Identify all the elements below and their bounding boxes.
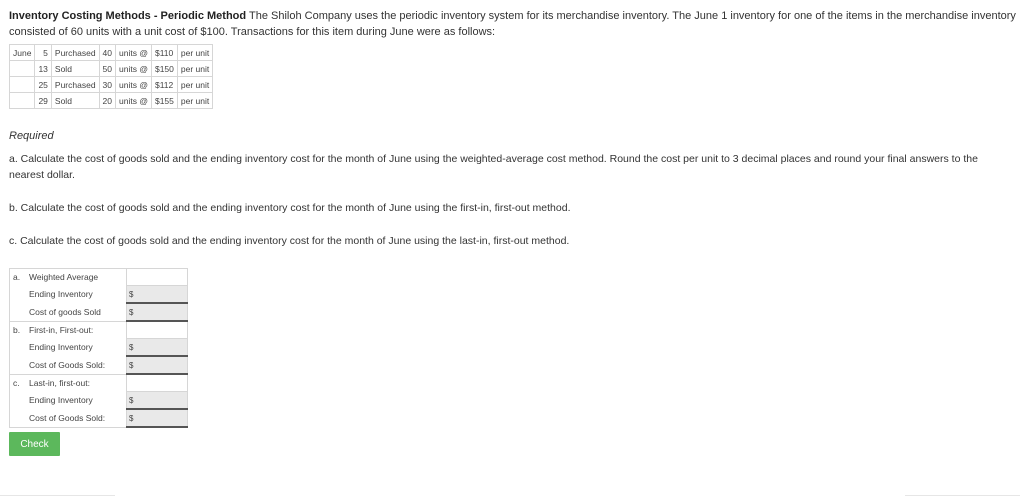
per-cell: per unit bbox=[177, 45, 212, 61]
question-b: b. Calculate the cost of goods sold and the ending inventory cost for the month of June using the first-in, first-out method. bbox=[9, 202, 571, 214]
day-cell: 13 bbox=[35, 61, 51, 77]
day-cell: 29 bbox=[35, 93, 51, 109]
answer-row bbox=[10, 339, 188, 357]
table-row bbox=[10, 61, 213, 77]
type-cell: Purchased bbox=[51, 45, 99, 61]
per-cell: per unit bbox=[177, 77, 212, 93]
wa-cogs-input[interactable] bbox=[135, 307, 175, 317]
units-cell: 20 bbox=[99, 93, 115, 109]
month-cell bbox=[10, 93, 35, 109]
blank-cell bbox=[127, 321, 188, 339]
units-cell: 50 bbox=[99, 61, 115, 77]
fifo-ending-inventory-input[interactable] bbox=[135, 342, 175, 352]
price-cell: $110 bbox=[151, 45, 177, 61]
day-cell: 25 bbox=[35, 77, 51, 93]
per-cell: per unit bbox=[177, 93, 212, 109]
section-heading: Weighted Average bbox=[26, 269, 127, 286]
row-label: Ending Inventory bbox=[26, 392, 127, 410]
answer-row bbox=[10, 286, 188, 304]
section-letter: a. bbox=[10, 269, 27, 286]
answer-section-header bbox=[10, 374, 188, 392]
lifo-ending-inventory-input[interactable] bbox=[135, 395, 175, 405]
wa-ending-inventory-input[interactable] bbox=[135, 289, 175, 299]
question-a: a. Calculate the cost of goods sold and the ending inventory cost for the month of June using the weighted-average cost method. Round the cost per unit to 3 decimal places and round your final answers to the nearest dollar. bbox=[9, 153, 978, 181]
price-cell: $150 bbox=[151, 61, 177, 77]
problem-text: The Shiloh Company uses the periodic inventory system for its merchandise inventory. The June 1 inventory for one of the items in the merchandise inventory consisted of 60 units with a unit cost of $100. Transactions for this item during June were as follows: bbox=[9, 10, 1016, 38]
type-cell: Sold bbox=[51, 61, 99, 77]
day-cell: 5 bbox=[35, 45, 51, 61]
units-cell: 40 bbox=[99, 45, 115, 61]
lifo-cogs-input[interactable] bbox=[135, 413, 175, 423]
price-cell: $112 bbox=[151, 77, 177, 93]
currency-symbol: $ bbox=[129, 414, 134, 423]
currency-symbol: $ bbox=[129, 361, 134, 370]
answer-row bbox=[10, 356, 188, 374]
units-label-cell: units @ bbox=[116, 77, 152, 93]
wa-cogs-cell bbox=[127, 303, 188, 321]
price-cell: $155 bbox=[151, 93, 177, 109]
answer-row bbox=[10, 409, 188, 427]
month-cell bbox=[10, 77, 35, 93]
type-cell: Sold bbox=[51, 93, 99, 109]
lifo-ending-inventory-cell bbox=[127, 392, 188, 410]
answer-section-header bbox=[10, 321, 188, 339]
section-heading: Last-in, first-out: bbox=[26, 374, 127, 392]
fifo-cogs-cell bbox=[127, 356, 188, 374]
divider bbox=[0, 495, 115, 496]
currency-symbol: $ bbox=[129, 396, 134, 405]
row-label: Ending Inventory bbox=[26, 286, 127, 304]
table-row bbox=[10, 45, 213, 61]
units-cell: 30 bbox=[99, 77, 115, 93]
month-cell: June bbox=[10, 45, 35, 61]
required-heading: Required bbox=[9, 130, 54, 142]
currency-symbol: $ bbox=[129, 343, 134, 352]
type-cell: Purchased bbox=[51, 77, 99, 93]
currency-symbol: $ bbox=[129, 290, 134, 299]
transactions-table bbox=[9, 44, 213, 109]
wa-ending-inventory-cell bbox=[127, 286, 188, 304]
answer-row bbox=[10, 303, 188, 321]
problem-title: Inventory Costing Methods - Periodic Method bbox=[9, 10, 247, 22]
table-row bbox=[10, 77, 213, 93]
blank-cell bbox=[127, 374, 188, 392]
currency-symbol: $ bbox=[129, 308, 134, 317]
section-letter: c. bbox=[10, 374, 27, 392]
row-label: Cost of Goods Sold: bbox=[26, 356, 127, 374]
row-label: Cost of Goods Sold: bbox=[26, 409, 127, 427]
blank-cell bbox=[127, 269, 188, 286]
row-label: Ending Inventory bbox=[26, 339, 127, 357]
problem-intro bbox=[9, 8, 1019, 40]
table-row bbox=[10, 93, 213, 109]
section-heading: First-in, First-out: bbox=[26, 321, 127, 339]
per-cell: per unit bbox=[177, 61, 212, 77]
units-label-cell: units @ bbox=[116, 93, 152, 109]
lifo-cogs-cell bbox=[127, 409, 188, 427]
divider bbox=[905, 495, 1020, 496]
question-c: c. Calculate the cost of goods sold and the ending inventory cost for the month of June using the last-in, first-out method. bbox=[9, 235, 570, 247]
row-label: Cost of goods Sold bbox=[26, 303, 127, 321]
units-label-cell: units @ bbox=[116, 45, 152, 61]
fifo-ending-inventory-cell bbox=[127, 339, 188, 357]
month-cell bbox=[10, 61, 35, 77]
fifo-cogs-input[interactable] bbox=[135, 360, 175, 370]
check-button[interactable]: Check bbox=[9, 432, 60, 456]
answer-row bbox=[10, 392, 188, 410]
answer-section-header bbox=[10, 269, 188, 286]
units-label-cell: units @ bbox=[116, 61, 152, 77]
section-letter: b. bbox=[10, 321, 27, 339]
answer-table bbox=[9, 268, 188, 428]
